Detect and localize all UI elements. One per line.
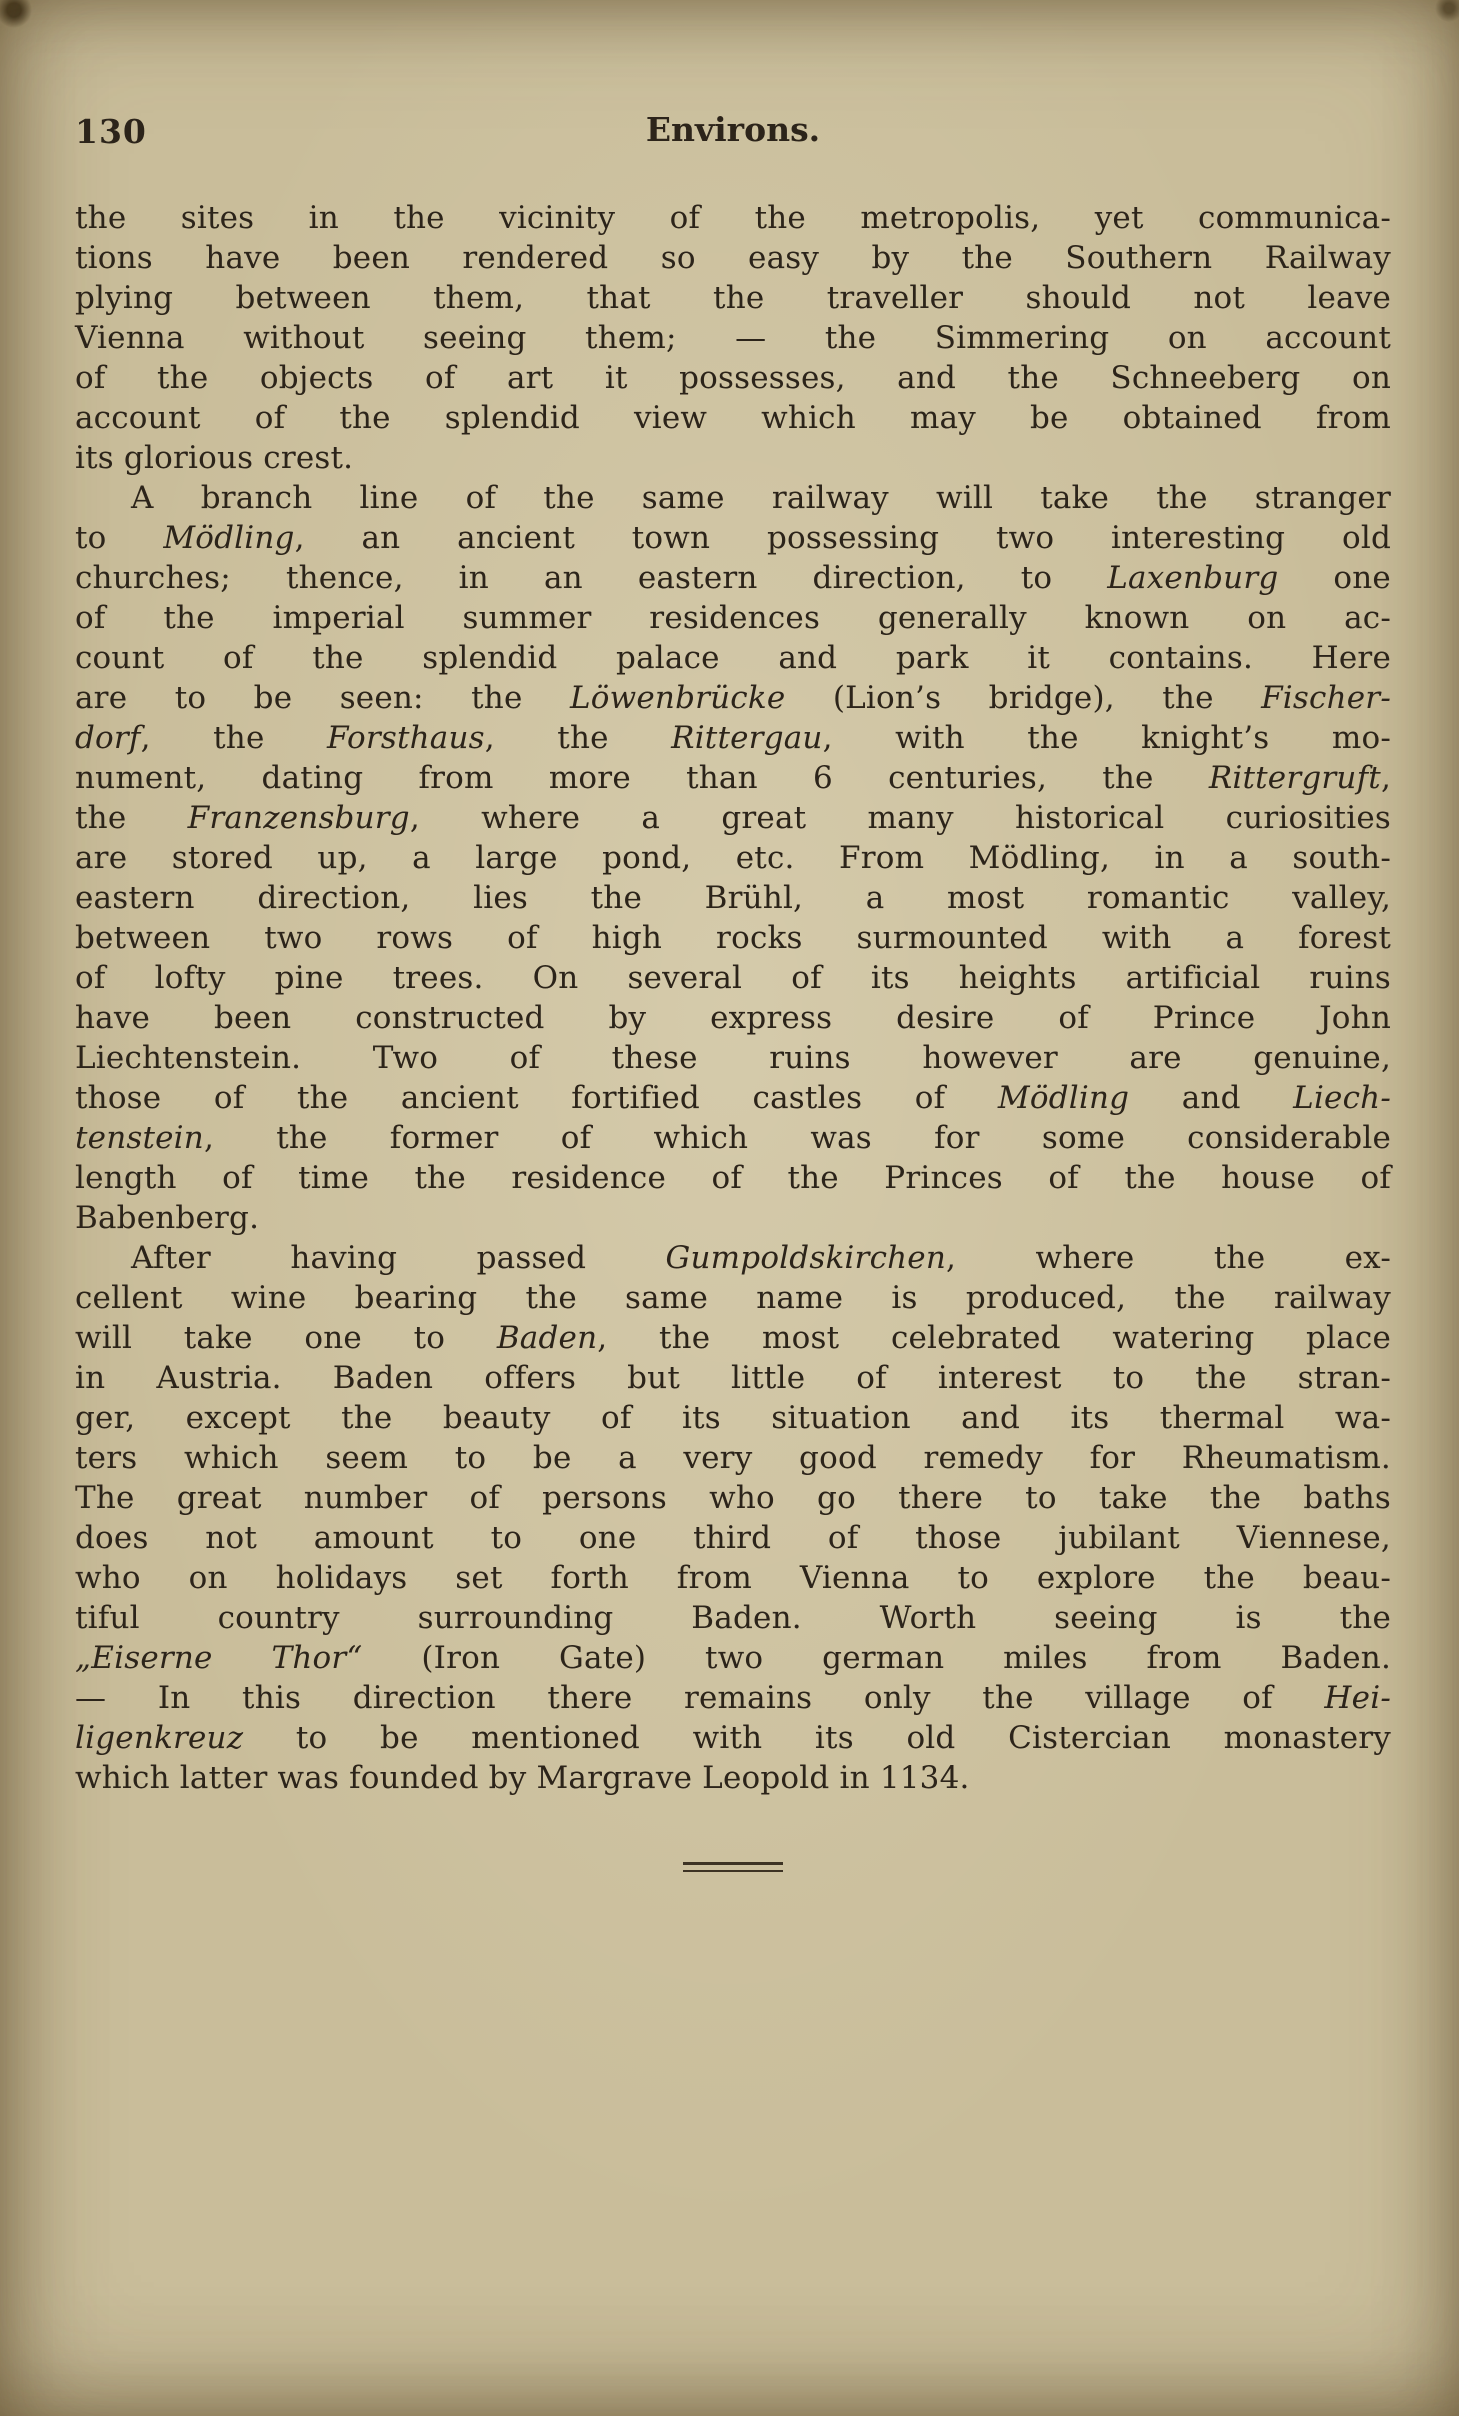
body-text: which latter was founded by Margrave Leopold in 1134. — [75, 1760, 970, 1796]
body-text: plying between them, that the traveller should not leave — [75, 280, 1391, 316]
body-text: , an ancient town possessing two interesting old — [294, 520, 1391, 556]
body-text: to be mentioned with its old Cistercian monastery — [243, 1720, 1391, 1756]
text-line — [75, 598, 1391, 638]
body-text: , the most celebrated watering place — [597, 1320, 1392, 1356]
body-text: account of the splendid view which may be obtained from — [75, 400, 1391, 436]
page-number: 130 — [75, 112, 147, 151]
body-text: ters which seem to be a very good remedy for Rheumatism. — [75, 1440, 1391, 1476]
text-line — [75, 1158, 1391, 1198]
end-divider — [683, 1862, 783, 1872]
body-text: cellent wine bearing the same name is produced, the railway — [75, 1280, 1391, 1316]
running-title: Environs. — [645, 110, 821, 149]
body-text: does not amount to one third of those jubilant Viennese, — [75, 1520, 1391, 1556]
body-text: between two rows of high rocks surmounted with a forest — [75, 920, 1391, 956]
text-line — [75, 798, 1391, 838]
body-text: Babenberg. — [75, 1200, 260, 1236]
text-line — [75, 558, 1391, 598]
body-text: are stored up, a large pond, etc. From Mödling, in a south- — [75, 840, 1391, 876]
text-line — [75, 838, 1391, 878]
body-text: , the — [140, 720, 327, 756]
italic-text: Löwenbrücke — [569, 680, 786, 716]
body-text: tiful country surrounding Baden. Worth seeing is the — [75, 1600, 1391, 1636]
text-line — [75, 1518, 1391, 1558]
italic-text: Laxenburg — [1107, 560, 1279, 596]
paragraph — [75, 1238, 1391, 1798]
body-text: , the — [484, 720, 672, 756]
text-line — [75, 638, 1391, 678]
body-text: in Austria. Baden offers but little of interest to the stran- — [75, 1360, 1391, 1396]
body-text: After having passed — [131, 1240, 666, 1276]
text-line — [75, 1078, 1391, 1118]
body-text: The great number of persons who go there to take the baths — [75, 1480, 1391, 1516]
text-line — [75, 1478, 1391, 1518]
italic-text: Baden — [496, 1320, 598, 1356]
text-line — [75, 1038, 1391, 1078]
text-area — [75, 198, 1391, 1872]
text-line — [75, 1238, 1391, 1278]
body-text: , with the knight’s mo- — [822, 720, 1392, 756]
body-text: , where a great many historical curiosities — [409, 800, 1391, 836]
italic-text: Franzensburg — [187, 800, 410, 836]
body-text: and — [1129, 1080, 1294, 1116]
italic-text: Forsthaus — [326, 720, 485, 756]
paragraph — [75, 478, 1391, 1238]
text-line — [75, 1598, 1391, 1638]
text-line — [75, 1678, 1391, 1718]
body-text: of the imperial summer residences generally known on ac- — [75, 600, 1391, 636]
body-text: its glorious crest. — [75, 440, 354, 476]
text-line — [75, 1118, 1391, 1158]
body-text: , — [1380, 760, 1391, 796]
body-text: Liechtenstein. Two of these ruins however are genuine, — [75, 1040, 1391, 1076]
text-line — [75, 1278, 1391, 1318]
body-text: (Iron Gate) two german miles from Baden. — [362, 1640, 1391, 1676]
italic-text: Rittergruft — [1208, 760, 1381, 796]
page-body — [75, 198, 1391, 1798]
italic-text: Gumpoldskirchen — [665, 1240, 947, 1276]
body-text: are to be seen: the — [75, 680, 570, 716]
body-text: the sites in the vicinity of the metropolis, yet communica- — [75, 200, 1391, 236]
text-line — [75, 758, 1391, 798]
italic-text: Rittergau — [671, 720, 823, 756]
italic-text: Liech- — [1293, 1080, 1392, 1116]
text-line — [75, 1438, 1391, 1478]
text-line — [75, 958, 1391, 998]
italic-text: tenstein — [75, 1120, 204, 1156]
italic-text: dorf — [75, 720, 141, 756]
text-line — [75, 918, 1391, 958]
body-text: tions have been rendered so easy by the Southern Railway — [75, 240, 1391, 276]
text-line — [75, 518, 1391, 558]
body-text: of the objects of art it possesses, and the Schneeberg on — [75, 360, 1391, 396]
body-text: , the former of which was for some considerable — [203, 1120, 1391, 1156]
body-text: one — [1278, 560, 1391, 596]
body-text: A branch line of the same railway will take the stranger — [131, 480, 1391, 516]
italic-text: Hei- — [1324, 1680, 1391, 1716]
body-text: Vienna without seeing them; — the Simmering on account — [75, 320, 1391, 356]
body-text: ger, except the beauty of its situation and its thermal wa- — [75, 1400, 1391, 1436]
body-text: eastern direction, lies the Brühl, a most romantic valley, — [75, 880, 1391, 916]
paragraph — [75, 198, 1391, 478]
text-line — [75, 1718, 1391, 1758]
body-text: the — [75, 800, 188, 836]
body-text: nument, dating from more than 6 centuries, the — [75, 760, 1209, 796]
text-line — [75, 1398, 1391, 1438]
italic-text: Mödling — [163, 520, 295, 556]
text-line — [75, 1558, 1391, 1598]
text-line — [75, 1638, 1391, 1678]
text-line — [75, 238, 1391, 278]
text-line — [75, 678, 1391, 718]
page-header — [75, 110, 1391, 156]
italic-text: ligenkreuz — [75, 1720, 244, 1756]
text-line — [75, 438, 1391, 478]
body-text: , where the ex- — [946, 1240, 1391, 1276]
body-text: have been constructed by express desire of Prince John — [75, 1000, 1391, 1036]
body-text: churches; thence, in an eastern direction, to — [75, 560, 1108, 596]
body-text: to — [75, 520, 164, 556]
text-line — [75, 998, 1391, 1038]
body-text: will take one to — [75, 1320, 497, 1356]
text-line — [75, 718, 1391, 758]
body-text: — In this direction there remains only the village of — [75, 1680, 1325, 1716]
text-line — [75, 1198, 1391, 1238]
text-line — [75, 198, 1391, 238]
text-line — [75, 278, 1391, 318]
italic-text: „Eiserne Thor“ — [75, 1640, 363, 1676]
italic-text: Fischer- — [1261, 680, 1391, 716]
text-line — [75, 358, 1391, 398]
body-text: length of time the residence of the Princes of the house of — [75, 1160, 1391, 1196]
text-line — [75, 398, 1391, 438]
text-line — [75, 878, 1391, 918]
text-line — [75, 478, 1391, 518]
text-line — [75, 318, 1391, 358]
text-line — [75, 1318, 1391, 1358]
text-line — [75, 1758, 1391, 1798]
italic-text: Mödling — [997, 1080, 1130, 1116]
body-text: those of the ancient fortified castles of — [75, 1080, 998, 1116]
body-text: count of the splendid palace and park it contains. Here — [75, 640, 1391, 676]
body-text: who on holidays set forth from Vienna to explore the beau- — [75, 1560, 1391, 1596]
text-line — [75, 1358, 1391, 1398]
body-text: (Lion’s bridge), the — [785, 680, 1262, 716]
body-text: of lofty pine trees. On several of its heights artificial ruins — [75, 960, 1391, 996]
